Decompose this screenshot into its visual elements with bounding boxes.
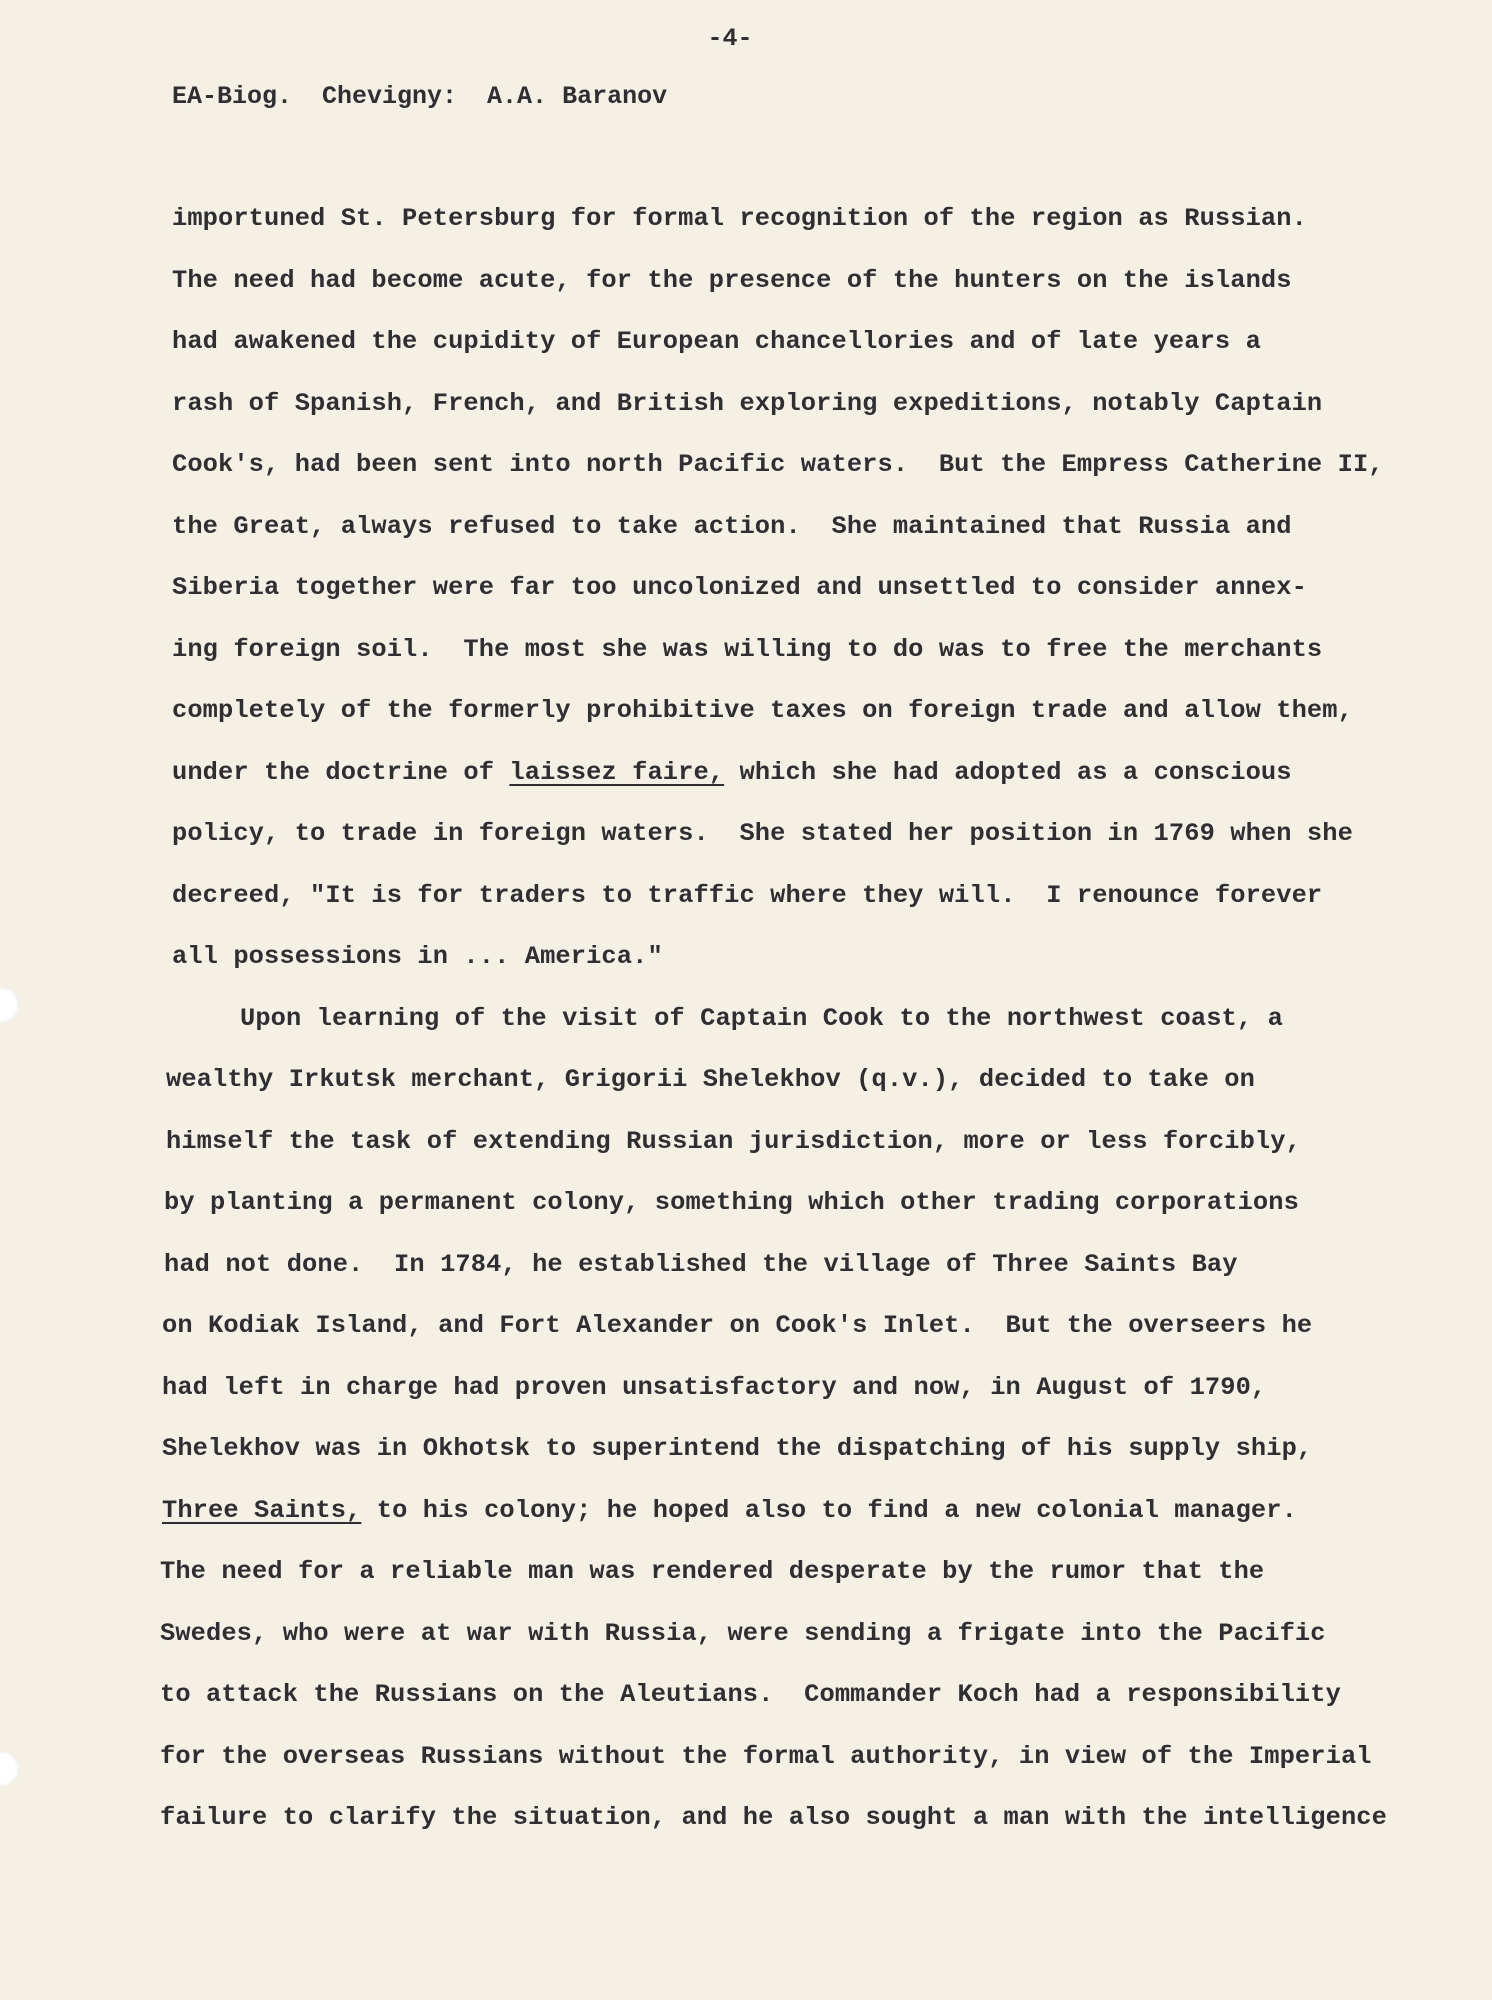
text-segment: to attack the Russians on the Aleutians. Commander Koch had a responsibility: [160, 1680, 1341, 1709]
text-segment: Siberia together were far too uncolonized and unsettled to consider annex-: [172, 573, 1307, 602]
text-line: [160, 508, 1390, 570]
text-line: [160, 569, 1390, 631]
text-segment: Cook's, had been sent into north Pacific waters. But the Empress Catherine II,: [172, 450, 1384, 479]
text-line: [160, 1061, 1390, 1123]
document-header: EA-Biog. Chevigny: A.A. Baranov: [172, 82, 668, 111]
page-number: -4-: [707, 24, 753, 53]
text-segment: ing foreign soil. The most she was willing to do was to free the merchants: [172, 634, 1323, 664]
text-line: [160, 938, 1390, 1000]
text-segment: himself the task of extending Russian jurisdiction, more or less forcibly,: [166, 1126, 1301, 1156]
text-line: [160, 262, 1390, 324]
underlined-title: laissez faire,: [509, 757, 725, 787]
text-segment: importuned St. Petersburg for formal recognition of the region as Russian.: [172, 204, 1307, 233]
underlined-title: Three Saints,: [162, 1495, 362, 1525]
text-segment: decreed, "It is for traders to traffic where they will. I renounce forever: [172, 880, 1323, 910]
text-segment: wealthy Irkutsk merchant, Grigorii Shelekhov (q.v.), decided to take on: [166, 1065, 1255, 1094]
text-segment: completely of the formerly prohibitive taxes on foreign trade and allow them,: [172, 696, 1353, 725]
text-line: [160, 1184, 1390, 1246]
text-segment: had not done. In 1784, he established the village of Three Saints Bay: [164, 1249, 1238, 1279]
text-segment: had awakened the cupidity of European chancellories and of late years a: [172, 327, 1261, 356]
text-line: [160, 1799, 1390, 1861]
text-segment: all possessions in ... America.": [172, 942, 663, 971]
text-line: [160, 1000, 1390, 1062]
text-segment: for the overseas Russians without the formal authority, in view of the Imperial: [160, 1741, 1372, 1771]
text-segment: The need had become acute, for the presence of the hunters on the islands: [172, 265, 1292, 295]
text-segment: Swedes, who were at war with Russia, were sending a frigate into the Pacific: [160, 1618, 1326, 1648]
text-line: [160, 1492, 1390, 1554]
text-segment: failure to clarify the situation, and he also sought a man with the intelligence: [160, 1803, 1387, 1832]
text-line: [160, 385, 1390, 447]
text-segment: by planting a permanent colony, something which other trading corporations: [164, 1188, 1299, 1217]
text-line: [160, 877, 1390, 939]
text-line: [160, 446, 1390, 508]
text-segment: had left in charge had proven unsatisfactory and now, in August of 1790,: [162, 1372, 1267, 1402]
text-line: [160, 323, 1390, 385]
text-line: [160, 1307, 1390, 1369]
text-line: [160, 1246, 1390, 1308]
text-line: [160, 1738, 1390, 1800]
text-line: [160, 631, 1390, 693]
text-segment: The need for a reliable man was rendered desperate by the rumor that the: [160, 1557, 1265, 1586]
body-text: [160, 200, 1390, 1861]
text-segment: policy, to trade in foreign waters. She stated her position in 1769 when she: [172, 819, 1353, 848]
text-segment: Upon learning of the visit of Captain Cook to the northwest coast, a: [240, 1003, 1283, 1033]
text-line: [160, 1553, 1390, 1615]
text-segment: the Great, always refused to take action. She maintained that Russia and: [172, 511, 1292, 541]
text-line: [160, 815, 1390, 877]
text-line: [160, 1615, 1390, 1677]
text-segment: rash of Spanish, French, and British exploring expeditions, notably Captain: [172, 388, 1323, 418]
text-line: [160, 754, 1390, 816]
text-line: [160, 692, 1390, 754]
punch-hole: [0, 988, 20, 1022]
text-segment: which she had adopted as a conscious: [724, 757, 1292, 787]
text-segment: to his colony; he hoped also to find a new colonial manager.: [361, 1495, 1297, 1525]
punch-hole: [0, 1752, 20, 1786]
text-line: [160, 1676, 1390, 1738]
text-line: [160, 200, 1390, 262]
text-segment: under the doctrine of: [172, 757, 510, 787]
text-line: [160, 1430, 1390, 1492]
text-segment: Shelekhov was in Okhotsk to superintend the dispatching of his supply ship,: [162, 1434, 1313, 1463]
text-segment: on Kodiak Island, and Fort Alexander on Cook's Inlet. But the overseers he: [162, 1311, 1313, 1340]
text-line: [160, 1369, 1390, 1431]
text-line: [160, 1123, 1390, 1185]
